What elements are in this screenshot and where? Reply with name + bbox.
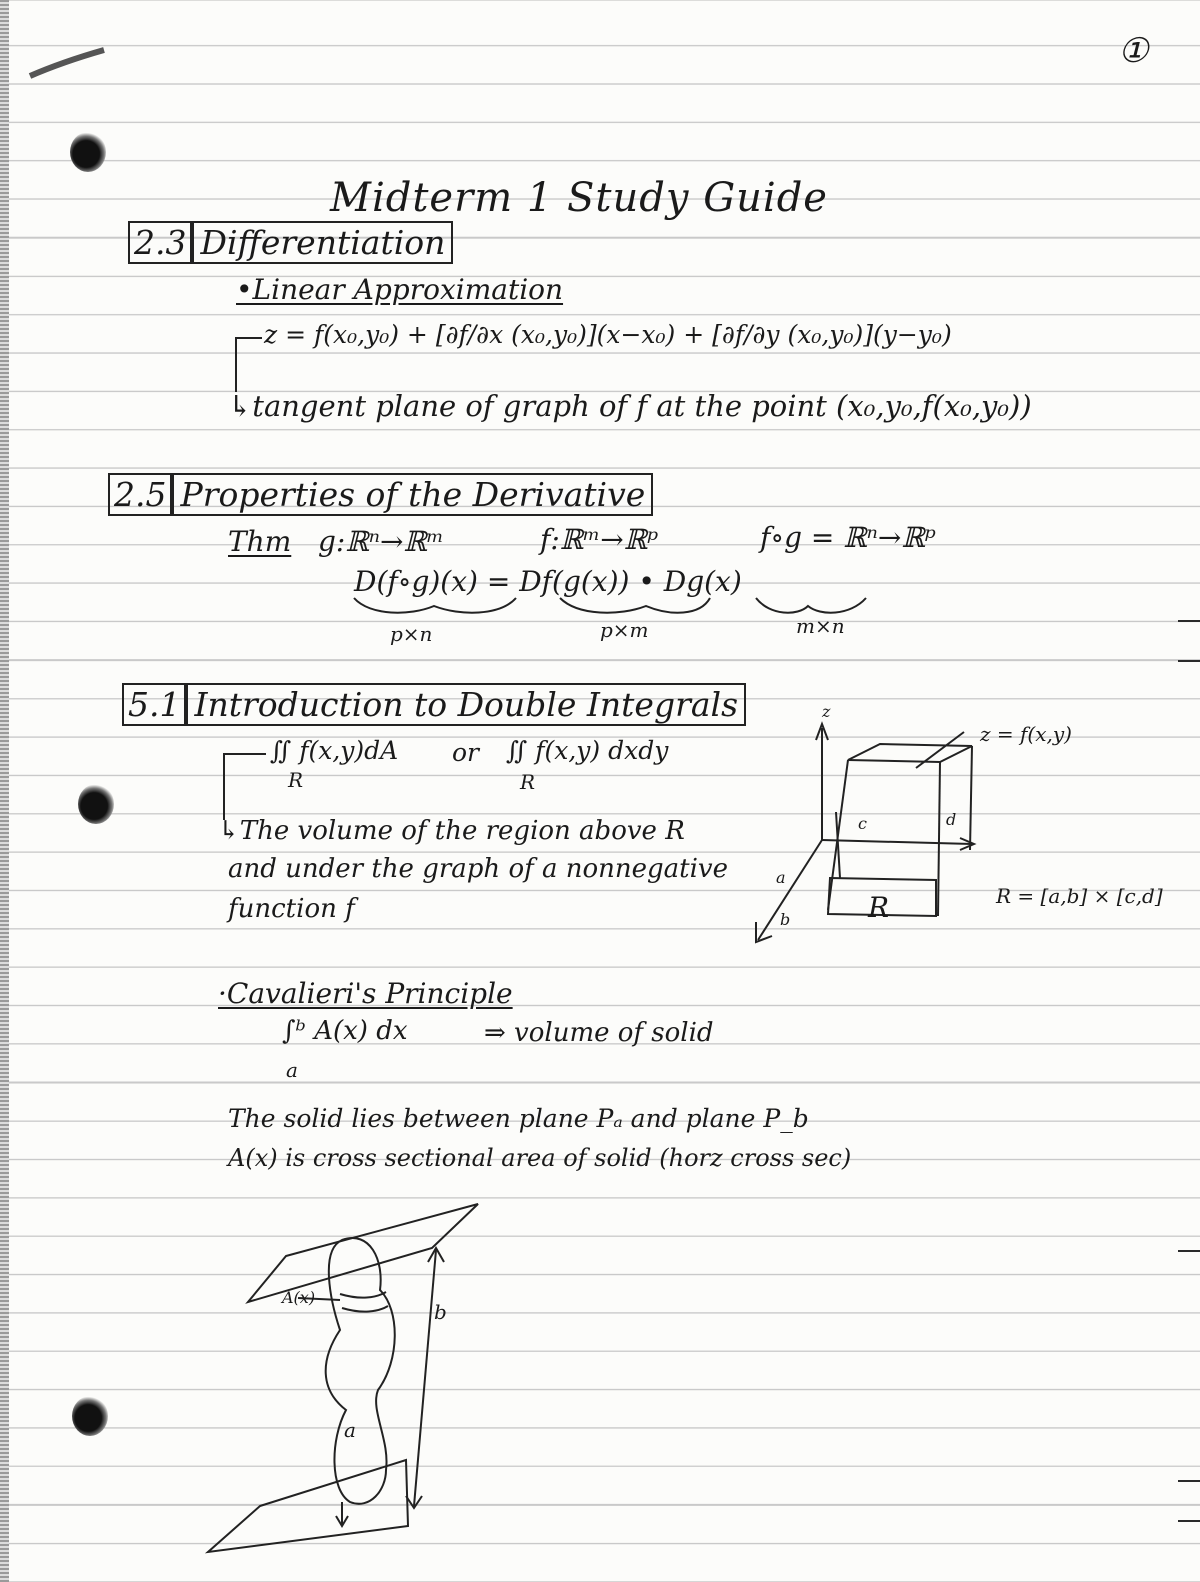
theorem-label: Thm xyxy=(228,525,292,558)
map-f: f:ℝᵐ→ℝᵖ xyxy=(540,523,659,556)
double-integral-description-1: ↳The volume of the region above R xyxy=(218,816,685,846)
cross-section-area-label: A(x) xyxy=(282,1288,316,1307)
volume-diagram xyxy=(740,700,1180,970)
section-number: 2.3 xyxy=(128,221,192,264)
b-label: b xyxy=(780,910,791,929)
rectangle-definition: R = [a,b] × [c,d] xyxy=(996,884,1163,908)
punch-hole-bottom xyxy=(72,1396,108,1436)
punch-hole-top xyxy=(70,132,106,172)
margin-tick xyxy=(1178,1250,1200,1252)
map-g: g:ℝⁿ→ℝᵐ xyxy=(318,525,444,558)
d-label: d xyxy=(946,810,957,829)
implies-volume: ⇒ volume of solid xyxy=(484,1018,714,1048)
double-integral-description-3: function f xyxy=(228,894,355,924)
margin-tick xyxy=(1178,1520,1200,1522)
cavalieri-line-1: The solid lies between plane Pₐ and plane P_b xyxy=(228,1104,809,1133)
map-fog: f∘g = ℝⁿ→ℝᵖ xyxy=(760,521,936,554)
section-number: 5.1 xyxy=(122,683,186,726)
page-title: Midterm 1 Study Guide xyxy=(330,175,828,221)
cavalieri-solid-diagram xyxy=(200,1190,520,1560)
margin-tick xyxy=(1178,620,1200,622)
subsection-linear-approximation: •Linear Approximation xyxy=(236,273,564,306)
dimension-mxn: m×n xyxy=(796,614,845,638)
dimension-pxm: p×m xyxy=(600,618,649,642)
region-label: R xyxy=(520,770,536,794)
section-heading: Introduction to Double Integrals xyxy=(186,683,746,726)
section-2-3-header xyxy=(128,223,453,262)
section-5-1-header xyxy=(122,685,746,724)
chain-rule-formula: D(f∘g)(x) = Df(g(x)) • Dg(x) xyxy=(354,565,742,598)
z-axis-label: z xyxy=(822,702,831,721)
section-number: 2.5 xyxy=(108,473,172,516)
section-heading: Properties of the Derivative xyxy=(172,473,653,516)
margin-tick xyxy=(1178,660,1200,662)
double-integral-dxdy: ∬ f(x,y) dxdy xyxy=(506,736,669,765)
integral-lower-limit: a xyxy=(286,1058,298,1082)
linear-approximation-formula: z = f(x₀,y₀) + [∂f/∂x (x₀,y₀)](x−x₀) + [∂f/∂y (x₀,y₀)](y−y₀) xyxy=(264,320,952,349)
region-R-label: R xyxy=(868,891,890,924)
region-label: R xyxy=(288,768,304,792)
a-label: a xyxy=(776,868,786,887)
page-number: ① xyxy=(1118,31,1149,71)
surface-label: z = f(x,y) xyxy=(980,722,1072,746)
lower-plane-a-label: a xyxy=(344,1418,356,1442)
punch-hole-middle xyxy=(78,784,114,824)
margin-tick xyxy=(1178,1480,1200,1482)
or-word: or xyxy=(452,738,480,767)
double-integral-description-2: and under the graph of a nonnegative xyxy=(228,854,729,884)
cavalieri-integral: ∫ᵇ A(x) dx xyxy=(282,1016,408,1046)
tangent-plane-note: ↳tangent plane of graph of f at the point (x₀,y₀,f(x₀,y₀)) xyxy=(228,389,1032,423)
double-integral-dA: ∬ f(x,y)dA xyxy=(270,736,399,765)
section-heading: Differentiation xyxy=(192,221,453,264)
section-2-5-header xyxy=(108,475,653,514)
torn-edge xyxy=(0,0,9,1582)
cavalieri-heading: ·Cavalieri's Principle xyxy=(218,977,513,1010)
pen-scribble-icon xyxy=(28,44,108,84)
c-label: c xyxy=(858,814,867,833)
dimension-pxn: p×n xyxy=(390,622,433,646)
cavalieri-line-2: A(x) is cross sectional area of solid (horz cross sec) xyxy=(228,1144,852,1172)
upper-plane-b-label: b xyxy=(434,1300,447,1324)
